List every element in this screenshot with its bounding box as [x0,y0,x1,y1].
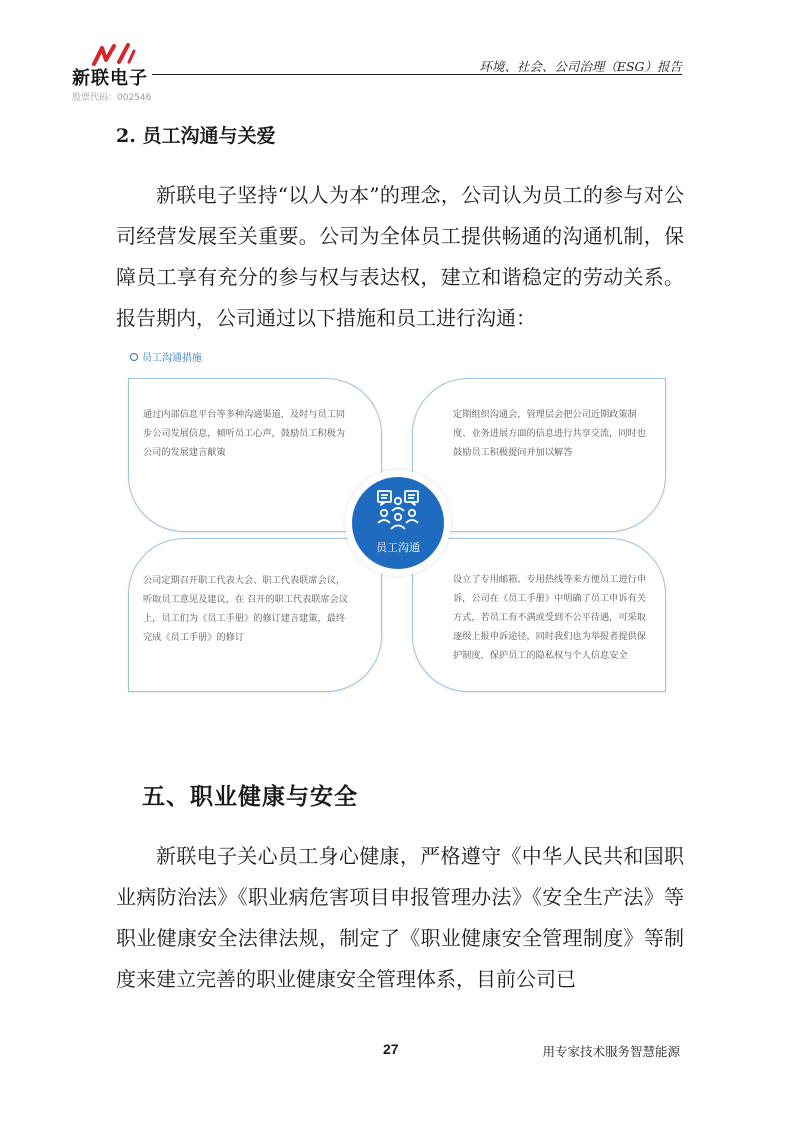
section-heading-communication: 2. 员工沟通与关爱 [116,125,276,147]
report-title: 环境、社会、公司治理（ESG）报告 [479,59,682,74]
measure-card-bottom-left [128,538,382,692]
measure-text-top-right: 定期组织沟通会，管理层会把公司近期政策制度、业务进展方面的信息进行共享交流，同时也鼓励员工积极提问并加以解答 [453,409,646,458]
figure-caption [130,349,202,364]
measure-text-bottom-left: 公司定期召开职工代表大会、职工代表联席会议，听取员工意见及建议，在 召开的职工代表联席会议上，员工们为《员工手册》的修订建言建策，最终完成《员工手册》的修订 [143,575,349,643]
measure-text-bottom-right: 设立了专用邮箱、专用热线等来方便员工进行申诉，公司在《员工手册》中明确了员工申诉有关方式，若员工有不满或受到不公平待遇，可采取逐级上报申诉途径，同时我们也为举报者提供保护制度，保护员工的隐私权与个人信息安全 [453,574,646,661]
stock-code: 股票代码：002546 [72,93,152,103]
measure-card-top-left [128,378,382,532]
measure-text-top-left: 通过内部信息平台等多种沟通渠道，及时与员工同步公司发展信息，倾听员工心声，鼓励员工积极为公司的发展建言献策 [143,409,346,458]
center-hub [352,477,444,569]
company-logo-text: 新联电子 [72,68,148,89]
page-number: 27 [383,1041,399,1057]
figure-caption-text: 员工沟通措施 [142,353,202,364]
measure-card-top-right [412,378,666,532]
footer-slogan: 用专家技术服务智慧能源 [542,1044,680,1059]
circle-bullet-icon [130,353,138,361]
center-label: 员工沟通 [376,541,420,554]
health-paragraph: 新联电子关心员工身心健康，严格遵守《中华人民共和国职业病防治法》《职业病危害项目申报管理办法》《安全生产法》等职业健康安全法律法规，制定了《职业健康安全管理制度》等制度来建立完善的职业健康安全管理体系，目前公司已 [116,844,684,991]
team-discussion-icon [375,489,421,531]
measure-card-bottom-right [412,538,666,692]
communication-paragraph: 新联电子坚持“以人为本”的理念，公司认为员工的参与对公司经营发展至关重要。公司为全体员工提供畅通的沟通机制，保障员工享有充分的参与权与表达权，建立和谐稳定的劳动关系。报告期内，公司通过以下措施和员工进行沟通： [116,183,684,330]
section-heading-health: 五、职业健康与安全 [142,783,358,810]
communication-measures-figure [116,345,680,715]
